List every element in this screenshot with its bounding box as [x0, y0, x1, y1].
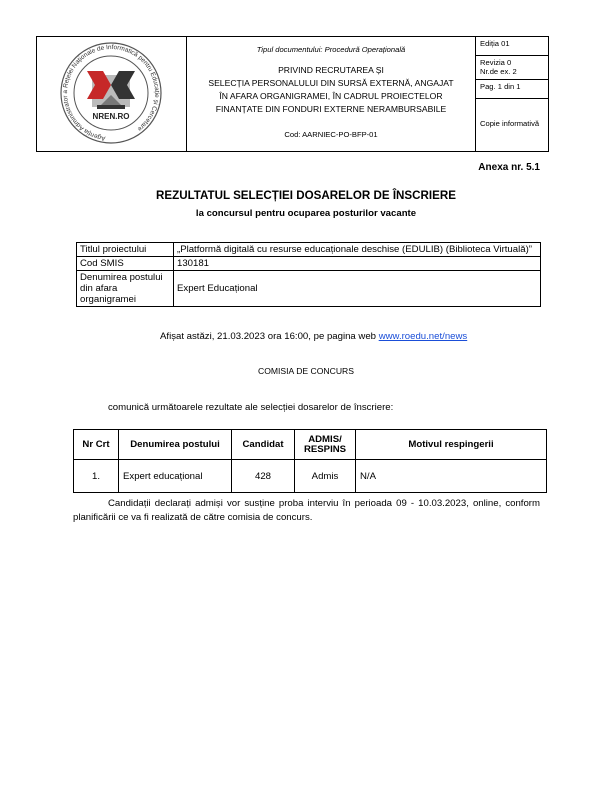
project-value: 130181: [174, 257, 541, 271]
editia: Ediția 01: [476, 37, 548, 56]
project-value: „Platformă digitală cu resurse educaționale deschise (EDULIB) (Biblioteca Virtuală)”: [174, 243, 541, 257]
doc-code: Cod: AARNIEC-PO-BFP-01: [284, 130, 378, 139]
document-header: [36, 36, 549, 152]
doc-type: Tipul documentului: Procedură Operațională: [256, 45, 406, 54]
project-label: Cod SMIS: [77, 257, 174, 271]
cell-candidate: 428: [232, 460, 295, 493]
header-title-line: SELECȚIA PERSONALULUI DIN SURSĂ EXTERNĂ, ANGAJAT: [208, 78, 454, 88]
header-title-line: FINANȚATE DIN FONDURI EXTERNE NERAMBURSABILE: [215, 104, 447, 114]
communicates-text: comunică următoarele rezultate ale selecției dosarelor de înscriere:: [108, 402, 394, 413]
nren-logo: [37, 37, 186, 151]
pagination: Pag. 1 din 1: [476, 80, 548, 99]
column-header: Candidat: [232, 430, 295, 460]
table-row: [74, 460, 547, 493]
commission-label: COMISIA DE CONCURS: [258, 366, 354, 376]
copy-type: Copie informativă: [480, 119, 540, 128]
column-header: Nr Crt: [74, 430, 119, 460]
project-value: Expert Educațional: [174, 271, 541, 307]
header-title: [187, 64, 475, 116]
page-title: REZULTATUL SELECȚIEI DOSARELOR DE ÎNSCRIERE: [156, 189, 456, 202]
logo-text: NREN.RO: [92, 112, 130, 121]
column-header: Denumirea postului: [119, 430, 232, 460]
cell-reason: N/A: [356, 460, 547, 493]
table-row: [77, 271, 541, 307]
news-link[interactable]: www.roedu.net/news: [378, 331, 468, 342]
header-middle: [187, 37, 476, 151]
column-header: ADMIS/ RESPINS: [295, 430, 356, 460]
posted-notice: [160, 331, 467, 342]
table-row: [77, 257, 541, 271]
annex-label: Anexa nr. 5.1: [478, 162, 540, 173]
project-label: Titlul proiectului: [77, 243, 174, 257]
revizia-block: [476, 56, 548, 80]
results-table: [73, 429, 547, 493]
nr-ex: Nr.de ex. 2: [480, 67, 517, 76]
cell-post: Expert educațional: [119, 460, 232, 493]
closing-paragraph: Candidații declarați admiși vor susține proba interviu în perioada 09 - 10.03.2023, online, conform planificării ce va fi realizată de către comisia de concurs.: [73, 498, 540, 523]
header-title-line: ÎN AFARA ORGANIGRAMEI, ÎN CADRUL PROIECTELOR: [219, 91, 443, 101]
cell-status: Admis: [295, 460, 356, 493]
logo-cell: [37, 37, 187, 151]
column-header: Motivul respingerii: [356, 430, 547, 460]
table-header-row: [74, 430, 547, 460]
page-subtitle: la concursul pentru ocuparea posturilor vacante: [195, 208, 417, 219]
header-right: [476, 37, 548, 151]
header-title-line: PRIVIND RECRUTAREA ȘI: [278, 65, 384, 75]
logo-ring-text: Agenția Administrator a Rețelei Naționale de Informatică pentru Educație și Cercetare: [62, 43, 161, 142]
posted-text: Afișat astăzi, 21.03.2023 ora 16:00, pe pagina web: [160, 331, 379, 342]
project-table: [76, 242, 541, 307]
revizia: Revizia 0: [480, 58, 512, 67]
cell-nr: 1.: [74, 460, 119, 493]
table-row: [77, 243, 541, 257]
project-label: Denumirea postului din afara organigramei: [77, 271, 174, 307]
